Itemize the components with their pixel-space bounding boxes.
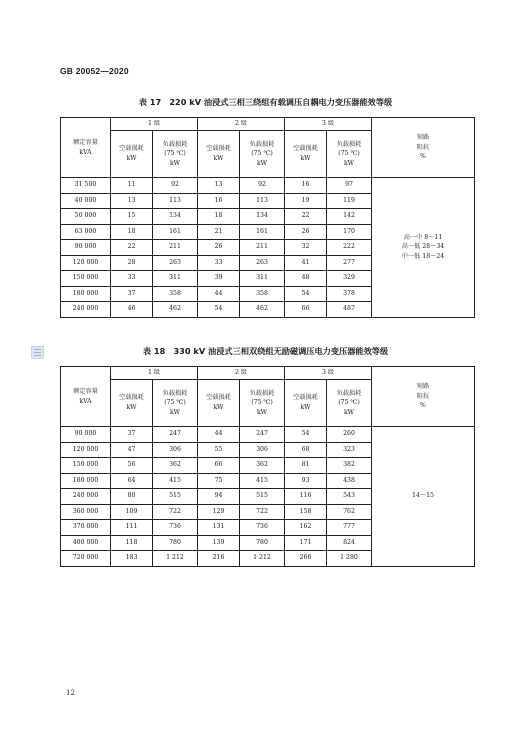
loss-cell: 171 <box>285 535 327 551</box>
load-loss-header <box>240 131 285 178</box>
loss-cell: 306 <box>153 442 198 458</box>
loss-cell: 777 <box>327 520 372 536</box>
noload-loss-line: 空载损耗 <box>119 394 144 402</box>
impedance-value: 高一中 8～11 <box>403 233 443 241</box>
load-loss-line: (75 ℃) <box>251 150 273 158</box>
loss-cell: 54 <box>198 302 240 318</box>
capacity-cell: 40 000 <box>61 193 111 209</box>
impedance-header <box>372 118 475 178</box>
loss-cell: 92 <box>240 178 285 194</box>
loss-cell: 118 <box>111 535 153 551</box>
loss-cell: 80 <box>111 489 153 505</box>
loss-cell: 32 <box>285 240 327 256</box>
capacity-cell: 240 000 <box>61 302 111 318</box>
load-loss-line: kW <box>343 159 355 167</box>
capacity-cell: 180 000 <box>61 473 111 489</box>
loss-cell: 33 <box>198 255 240 271</box>
loss-cell: 780 <box>240 535 285 551</box>
loss-cell: 216 <box>198 551 240 567</box>
impedance-line: 短路 <box>416 383 430 391</box>
capacity-cell: 31 500 <box>61 178 111 194</box>
loss-cell: 263 <box>240 255 285 271</box>
loss-cell: 266 <box>285 551 327 567</box>
loss-cell: 260 <box>327 427 372 443</box>
loss-cell: 113 <box>153 193 198 209</box>
load-loss-header <box>153 380 198 427</box>
loss-cell: 161 <box>153 224 198 240</box>
capacity-cell: 240 000 <box>61 489 111 505</box>
loss-cell: 515 <box>240 489 285 505</box>
noload-loss-line: kW <box>126 404 137 411</box>
noload-loss-line: 空载损耗 <box>206 145 231 153</box>
impedance-header <box>372 367 475 427</box>
noload-loss-line: kW <box>213 155 224 162</box>
loss-cell: 780 <box>153 535 198 551</box>
load-loss-line: 负载损耗 <box>336 140 362 148</box>
grade-header: 3 级 <box>285 367 372 380</box>
loss-cell: 113 <box>240 193 285 209</box>
grade-header: 1 级 <box>111 367 198 380</box>
loss-cell: 358 <box>153 286 198 302</box>
loss-cell: 170 <box>327 224 372 240</box>
loss-cell: 736 <box>240 520 285 536</box>
impedance-line: 阻抗 <box>416 392 430 400</box>
standard-code: GB 20052—2020 <box>60 66 129 76</box>
loss-cell: 247 <box>153 427 198 443</box>
noload-loss-line: kW <box>213 404 224 411</box>
page-number: 12 <box>66 689 75 697</box>
loss-cell: 323 <box>327 442 372 458</box>
loss-cell: 362 <box>153 458 198 474</box>
loss-cell: 44 <box>198 427 240 443</box>
loss-cell: 134 <box>240 209 285 225</box>
loss-cell: 129 <box>198 504 240 520</box>
loss-cell: 81 <box>285 458 327 474</box>
loss-cell: 131 <box>198 520 240 536</box>
loss-cell: 37 <box>111 427 153 443</box>
load-loss-line: kW <box>256 408 268 416</box>
loss-cell: 93 <box>285 473 327 489</box>
loss-cell: 515 <box>153 489 198 505</box>
load-loss-line: (75 ℃) <box>164 150 186 158</box>
loss-cell: 311 <box>153 271 198 287</box>
load-loss-line: kW <box>169 159 181 167</box>
load-loss-line: (75 ℃) <box>338 399 360 407</box>
grade-header: 1 级 <box>111 118 198 131</box>
loss-cell: 56 <box>111 458 153 474</box>
loss-cell: 54 <box>285 286 327 302</box>
loss-cell: 66 <box>198 458 240 474</box>
table-18-title: 表 18 330 kV 油浸式三相双绕组无励磁调压电力变压器能效等级 <box>142 346 389 356</box>
impedance-value: 高一低 28～34 <box>401 243 445 251</box>
noload-loss-line: 空载损耗 <box>293 145 318 153</box>
impedance-cell <box>372 427 475 567</box>
noload-loss-line: 空载损耗 <box>119 145 144 153</box>
loss-cell: 722 <box>153 504 198 520</box>
grade-header: 3 级 <box>285 118 372 131</box>
loss-cell: 362 <box>240 458 285 474</box>
header-row <box>61 367 475 380</box>
load-loss-line: kW <box>343 408 355 416</box>
noload-loss-line: 空载损耗 <box>206 394 231 402</box>
loss-cell: 44 <box>198 286 240 302</box>
capacity-cell: 63 000 <box>61 224 111 240</box>
loss-cell: 13 <box>198 178 240 194</box>
loss-cell: 94 <box>198 489 240 505</box>
loss-cell: 487 <box>327 302 372 318</box>
loss-cell: 18 <box>198 209 240 225</box>
header-row <box>61 118 475 131</box>
loss-cell: 438 <box>327 473 372 489</box>
noload-loss-line: kW <box>126 155 137 162</box>
load-loss-line: 负载损耗 <box>336 389 362 397</box>
loss-cell: 47 <box>111 442 153 458</box>
loss-cell: 462 <box>153 302 198 318</box>
loss-cell: 722 <box>240 504 285 520</box>
load-loss-line: 负载损耗 <box>249 140 275 148</box>
loss-cell: 28 <box>111 255 153 271</box>
loss-cell: 358 <box>240 286 285 302</box>
loss-cell: 54 <box>285 427 327 443</box>
table-row <box>61 178 475 194</box>
loss-cell: 139 <box>198 535 240 551</box>
noload-loss-header <box>198 131 240 178</box>
impedance-cell <box>372 178 475 318</box>
grade-header: 2 级 <box>198 367 285 380</box>
loss-cell: 68 <box>285 442 327 458</box>
loss-cell: 247 <box>240 427 285 443</box>
loss-cell: 41 <box>285 255 327 271</box>
noload-loss-header <box>198 380 240 427</box>
loss-cell: 16 <box>285 178 327 194</box>
rated-capacity-line: kVA <box>79 397 92 405</box>
capacity-cell: 150 000 <box>61 271 111 287</box>
load-loss-line: 负载损耗 <box>162 389 188 397</box>
loss-cell: 75 <box>198 473 240 489</box>
loss-cell: 277 <box>327 255 372 271</box>
load-loss-line: (75 ℃) <box>164 399 186 407</box>
load-loss-line: (75 ℃) <box>338 150 360 158</box>
loss-cell: 15 <box>111 209 153 225</box>
capacity-cell: 360 000 <box>61 504 111 520</box>
noload-loss-line: kW <box>300 404 311 411</box>
loss-cell: 92 <box>153 178 198 194</box>
loss-cell: 211 <box>153 240 198 256</box>
loss-cell: 211 <box>240 240 285 256</box>
load-loss-line: kW <box>256 159 268 167</box>
noload-loss-line: 空载损耗 <box>293 394 318 402</box>
load-loss-header <box>240 380 285 427</box>
loss-cell: 161 <box>240 224 285 240</box>
loss-cell: 97 <box>327 178 372 194</box>
loss-cell: 543 <box>327 489 372 505</box>
loss-cell: 48 <box>285 271 327 287</box>
load-loss-header <box>327 131 372 178</box>
loss-cell: 26 <box>198 240 240 256</box>
loss-cell: 109 <box>111 504 153 520</box>
loss-cell: 183 <box>111 551 153 567</box>
capacity-cell: 400 000 <box>61 535 111 551</box>
table-17 <box>60 117 475 318</box>
load-loss-line: (75 ℃) <box>251 399 273 407</box>
load-loss-line: 负载损耗 <box>162 140 188 148</box>
rated-capacity-line: kVA <box>79 148 92 156</box>
noload-loss-line: kW <box>300 155 311 162</box>
loss-cell: 306 <box>240 442 285 458</box>
capacity-cell: 120 000 <box>61 255 111 271</box>
loss-cell: 158 <box>285 504 327 520</box>
table-18 <box>60 366 475 567</box>
loss-cell: 329 <box>327 271 372 287</box>
capacity-cell: 50 000 <box>61 209 111 225</box>
loss-cell: 824 <box>327 535 372 551</box>
loss-cell: 1 212 <box>240 551 285 567</box>
loss-cell: 66 <box>285 302 327 318</box>
loss-cell: 16 <box>198 193 240 209</box>
loss-cell: 22 <box>285 209 327 225</box>
table-17-title: 表 17 220 kV 油浸式三相三绕组有载调压自耦电力变压器能效等级 <box>138 97 393 107</box>
loss-cell: 37 <box>111 286 153 302</box>
rated-capacity-line: 额定容量 <box>73 387 98 395</box>
loss-cell: 26 <box>285 224 327 240</box>
loss-cell: 33 <box>111 271 153 287</box>
loss-cell: 263 <box>153 255 198 271</box>
loss-cell: 1 212 <box>153 551 198 567</box>
loss-cell: 18 <box>111 224 153 240</box>
loss-cell: 382 <box>327 458 372 474</box>
loss-cell: 462 <box>240 302 285 318</box>
loss-cell: 21 <box>198 224 240 240</box>
loss-cell: 64 <box>111 473 153 489</box>
loss-cell: 46 <box>111 302 153 318</box>
load-loss-header <box>153 131 198 178</box>
capacity-cell: 720 000 <box>61 551 111 567</box>
noload-loss-header <box>111 131 153 178</box>
rated-capacity-line: 额定容量 <box>73 138 98 146</box>
grade-header: 2 级 <box>198 118 285 131</box>
impedance-line: % <box>420 153 426 161</box>
table-row <box>61 427 475 443</box>
loss-cell: 19 <box>285 193 327 209</box>
load-loss-header <box>327 380 372 427</box>
loss-cell: 119 <box>327 193 372 209</box>
loss-cell: 736 <box>153 520 198 536</box>
loss-cell: 311 <box>240 271 285 287</box>
rated-capacity-header <box>61 118 111 178</box>
noload-loss-header <box>111 380 153 427</box>
loss-cell: 22 <box>111 240 153 256</box>
capacity-cell: 370 000 <box>61 520 111 536</box>
loss-cell: 11 <box>111 178 153 194</box>
load-loss-line: kW <box>169 408 181 416</box>
loss-cell: 39 <box>198 271 240 287</box>
impedance-value: 中一低 18～24 <box>401 253 445 261</box>
noload-loss-header <box>285 131 327 178</box>
loss-cell: 55 <box>198 442 240 458</box>
capacity-cell: 90 000 <box>61 427 111 443</box>
loss-cell: 415 <box>240 473 285 489</box>
noload-loss-header <box>285 380 327 427</box>
impedance-line: 短路 <box>416 134 430 142</box>
capacity-cell: 90 000 <box>61 240 111 256</box>
rated-capacity-header <box>61 367 111 427</box>
loss-cell: 162 <box>285 520 327 536</box>
capacity-cell: 180 000 <box>61 286 111 302</box>
loss-cell: 111 <box>111 520 153 536</box>
loss-cell: 762 <box>327 504 372 520</box>
loss-cell: 142 <box>327 209 372 225</box>
capacity-cell: 150 000 <box>61 458 111 474</box>
loss-cell: 134 <box>153 209 198 225</box>
loss-cell: 415 <box>153 473 198 489</box>
impedance-line: 阻抗 <box>416 143 430 151</box>
capacity-cell: 120 000 <box>61 442 111 458</box>
impedance-line: % <box>420 402 426 410</box>
impedance-value: 14～15 <box>412 492 434 500</box>
loss-cell: 116 <box>285 489 327 505</box>
loss-cell: 1 280 <box>327 551 372 567</box>
loss-cell: 378 <box>327 286 372 302</box>
loss-cell: 13 <box>111 193 153 209</box>
load-loss-line: 负载损耗 <box>249 389 275 397</box>
loss-cell: 222 <box>327 240 372 256</box>
